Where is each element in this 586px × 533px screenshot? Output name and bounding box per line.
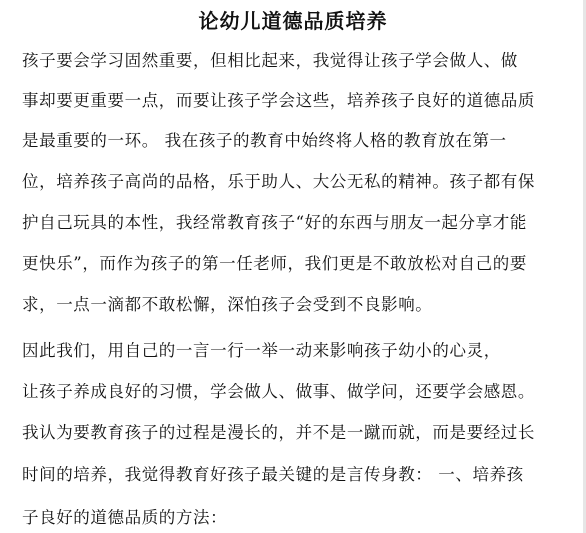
body-line-10: 我认为要教育孩子的过程是漫长的，并不是一蹴而就，而是要经过长 bbox=[22, 423, 535, 442]
body-line-2: 事却要更重要一点，而要让孩子学会这些，培养孩子良好的道德品质 bbox=[22, 91, 535, 110]
body-line-8: 因此我们，用自己的一言一行一举一动来影响孩子幼小的心灵， bbox=[22, 341, 501, 360]
body-line-4: 位，培养孩子高尚的品格，乐于助人、大公无私的精神。孩子都有保 bbox=[22, 172, 535, 191]
body-line-6: 更快乐”，而作为孩子的第一任老师，我们更是不敢放松对自己的要 bbox=[22, 254, 527, 273]
body-line-12: 子良好的道德品质的方法： bbox=[22, 508, 228, 527]
document-title: 论幼儿道德品质培养 bbox=[198, 9, 388, 33]
body-line-1: 孩子要会学习固然重要，但相比起来，我觉得让孩子学会做人、做 bbox=[22, 51, 518, 70]
body-line-11: 时间的培养，我觉得教育好孩子最关键的是言传身教： 一、培养孩 bbox=[22, 465, 524, 484]
body-line-5: 护自己玩具的本性，我经常教育孩子“好的东西与朋友一起分享才能 bbox=[22, 213, 527, 232]
body-line-3: 是最重要的一环。 我在孩子的教育中始终将人格的教育放在第一 bbox=[22, 131, 507, 150]
body-line-9: 让孩子养成良好的习惯，学会做人、做事、做学问，还要学会感恩。 bbox=[22, 382, 535, 401]
body-line-7: 求，一点一滴都不敢松懈，深怕孩子会受到不良影响。 bbox=[22, 295, 433, 314]
